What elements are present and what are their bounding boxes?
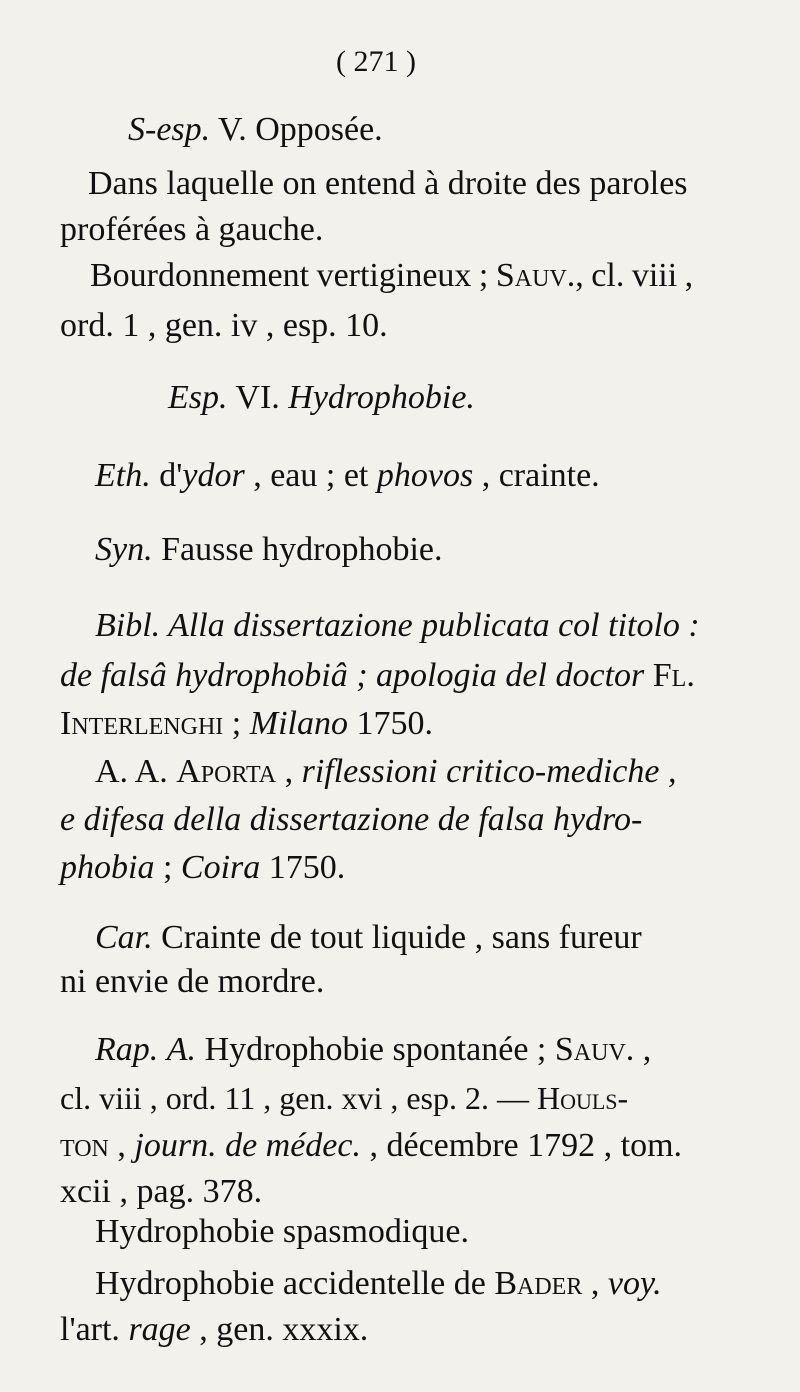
text: Milano <box>249 705 348 742</box>
text: , décembre 1792 , tom. <box>361 1127 683 1164</box>
text: Hydrophobie. <box>288 379 475 416</box>
author: Fl. <box>652 657 695 694</box>
text-line <box>95 1264 662 1304</box>
species-heading <box>168 378 475 418</box>
text: Hydrophobie accidentelle de <box>95 1265 495 1302</box>
text: Alla dissertazione publicata col titolo : <box>160 607 700 644</box>
author: Sauv. <box>554 1031 635 1068</box>
text-line: e difesa della dissertazione de falsa hydro- <box>60 801 643 838</box>
text: voy. <box>607 1265 662 1302</box>
text: phobia <box>60 849 155 886</box>
text-line: proférées à gauche. <box>60 211 324 248</box>
text-line <box>60 1310 368 1350</box>
text-line <box>60 1078 628 1118</box>
text: ; <box>154 849 181 886</box>
subspecies-heading <box>128 110 383 150</box>
text: , eau ; et <box>244 457 377 494</box>
author: ton <box>60 1127 109 1164</box>
text-line: ord. 1 , gen. iv , esp. 10. <box>60 307 388 344</box>
text: de falsâ hydrophobiâ ; apologia del doctor <box>60 657 653 694</box>
text: A. A. <box>95 753 177 790</box>
label: Eth. <box>95 457 151 494</box>
text: VI. <box>227 379 289 416</box>
text: ; <box>223 705 250 742</box>
text: rage <box>128 1311 191 1348</box>
etymology-line <box>95 456 600 496</box>
text: , crainte. <box>473 457 600 494</box>
text <box>158 1031 167 1068</box>
label: Car. <box>95 919 153 956</box>
text: Hydrophobie spontanée ; <box>196 1031 555 1068</box>
text: l'art. <box>60 1311 129 1348</box>
author: Sauv. <box>495 257 576 294</box>
text-line <box>60 704 433 744</box>
text: , gen. xxxix. <box>190 1311 369 1348</box>
text: A. <box>166 1031 197 1068</box>
text-line <box>90 256 693 296</box>
text-line: Dans laquelle on entend à droite des paroles <box>88 165 688 202</box>
text: Crainte de tout liquide , sans fureur <box>152 919 642 956</box>
author: Houls- <box>536 1080 629 1116</box>
author: Interlenghi <box>60 705 224 742</box>
label: Syn. <box>95 531 153 568</box>
text-line: xcii , pag. 378. <box>60 1173 263 1210</box>
text-line <box>60 848 345 888</box>
text: cl. viii , ord. 11 , gen. xvi , esp. 2. — <box>60 1080 537 1116</box>
text: , <box>582 1265 608 1302</box>
text: , <box>634 1031 652 1068</box>
text: V. Opposée. <box>210 111 383 148</box>
text: d' <box>150 457 183 494</box>
text-line <box>60 1126 682 1166</box>
page-number: ( 271 ) <box>336 45 416 78</box>
text: 1750. <box>260 849 346 886</box>
text: riflessioni critico-mediche , <box>301 753 677 790</box>
text: ydor <box>182 457 245 494</box>
label: Esp. <box>168 379 228 416</box>
text: Bourdonnement vertigineux ; <box>90 257 496 294</box>
text: , <box>276 753 302 790</box>
text-line: Hydrophobie spasmodique. <box>95 1213 469 1250</box>
label: S-esp. <box>128 111 211 148</box>
text-line <box>60 656 695 696</box>
author: Bader <box>494 1265 583 1302</box>
label: Bibl. <box>95 607 161 644</box>
label: Rap. <box>95 1031 159 1068</box>
text: 1750. <box>347 705 433 742</box>
author: Aporta <box>176 753 277 790</box>
rapport-line <box>95 1030 651 1070</box>
text: Coira <box>180 849 261 886</box>
text: journ. de médec. <box>134 1127 361 1164</box>
text: , <box>108 1127 135 1164</box>
character-line <box>95 918 642 958</box>
bibliography-line <box>95 606 700 646</box>
text: phovos <box>376 457 474 494</box>
synonym-line <box>95 530 443 570</box>
text: , cl. viii , <box>575 257 694 294</box>
text-line: ni envie de mordre. <box>60 963 325 1000</box>
text-line <box>95 752 676 792</box>
text: Fausse hydrophobie. <box>152 531 443 568</box>
